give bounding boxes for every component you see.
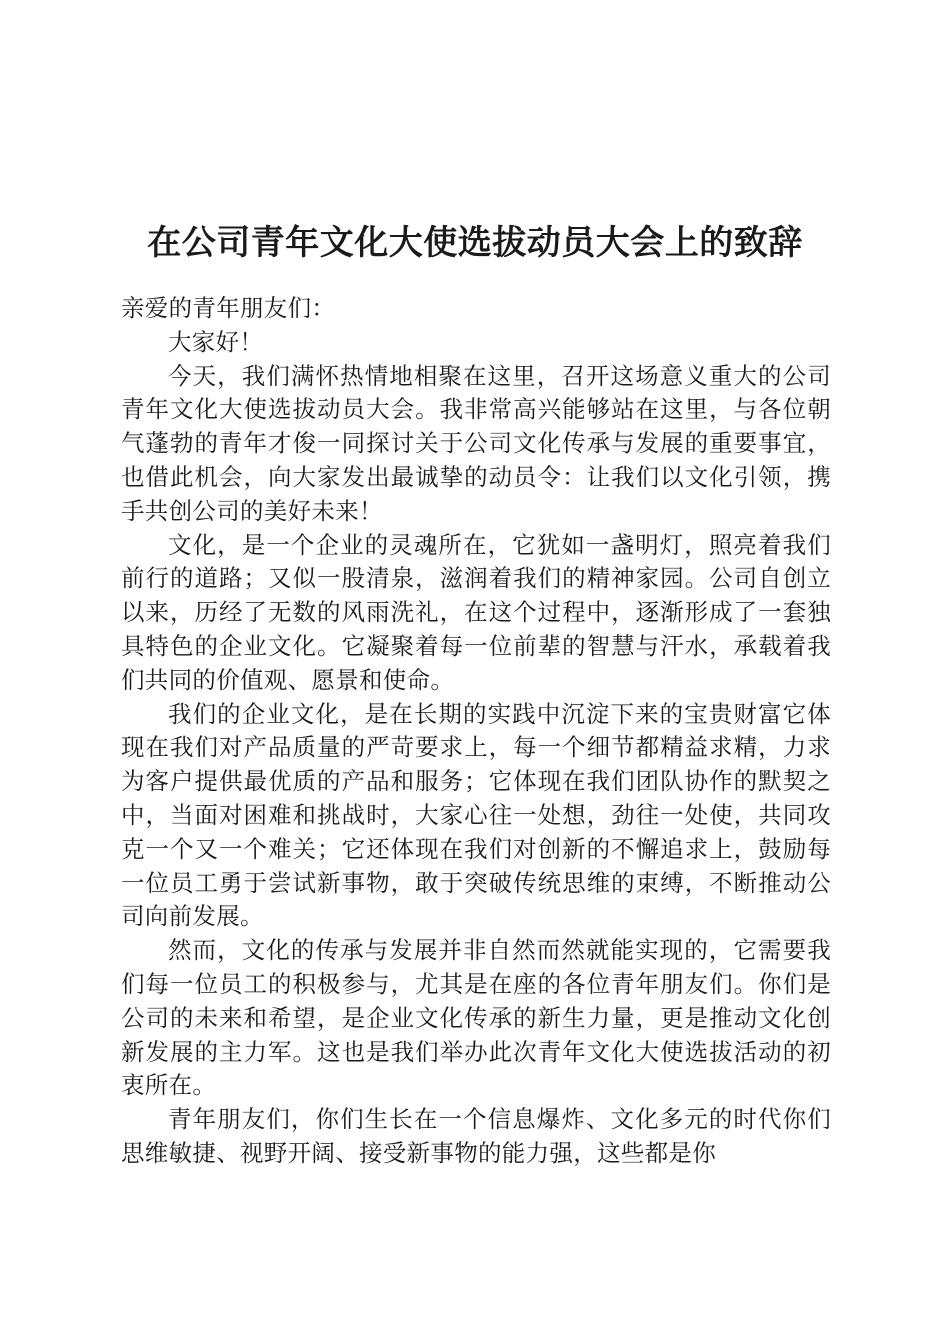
salutation: 亲爱的青年朋友们：	[121, 294, 336, 322]
paragraph-inheritance: 然而，文化的传承与发展并非自然而然就能实现的，它需要我们每一位员工的积极参与，尤其是在座的各位青年朋友们。你们是公司的未来和希望，是企业文化传承的新生力量，更是推动文化创新发展的主力军。这也是我们举办此次青年文化大使选拔活动的初衷所在。	[121, 936, 831, 1100]
paragraph-culture-practice: 我们的企业文化，是在长期的实践中沉淀下来的宝贵财富它体现在我们对产品质量的严苛要求上，每一个细节都精益求精，力求为客户提供最优质的产品和服务；它体现在我们团队协作的默契之中，当面对困难和挑战时，大家心往一处想，劲往一处使，共同攻克一个又一个难关；它还体现在我们对创新的不懈追求上，鼓励每一位员工勇于尝试新事物，敢于突破传统思维的束缚，不断推动公司向前发展。	[121, 699, 831, 931]
document-body	[121, 292, 831, 1171]
document-title: 在公司青年文化大使选拔动员大会上的致辞	[147, 222, 803, 263]
paragraph-opening: 今天，我们满怀热情地相聚在这里，召开这场意义重大的公司青年文化大使选拔动员大会。我非常高兴能够站在这里，与各位朝气蓬勃的青年才俊一同探讨关于公司文化传承与发展的重要事宜，也借此机会，向大家发出最诚挚的动员令：让我们以文化引领，携手共创公司的美好未来！	[121, 361, 831, 525]
paragraph-youth: 青年朋友们，你们生长在一个信息爆炸、文化多元的时代你们思维敏捷、视野开阔、接受新事物的能力强，这些都是你	[121, 1105, 831, 1167]
paragraph-culture-soul: 文化，是一个企业的灵魂所在，它犹如一盏明灯，照亮着我们前行的道路；又似一股清泉，滋润着我们的精神家园。公司自创立以来，历经了无数的风雨洗礼，在这个过程中，逐渐形成了一套独具特色的企业文化。它凝聚着每一位前辈的智慧与汗水，承载着我们共同的价值观、愿景和使命。	[121, 530, 831, 694]
paragraph-greeting: 大家好！	[168, 327, 264, 356]
